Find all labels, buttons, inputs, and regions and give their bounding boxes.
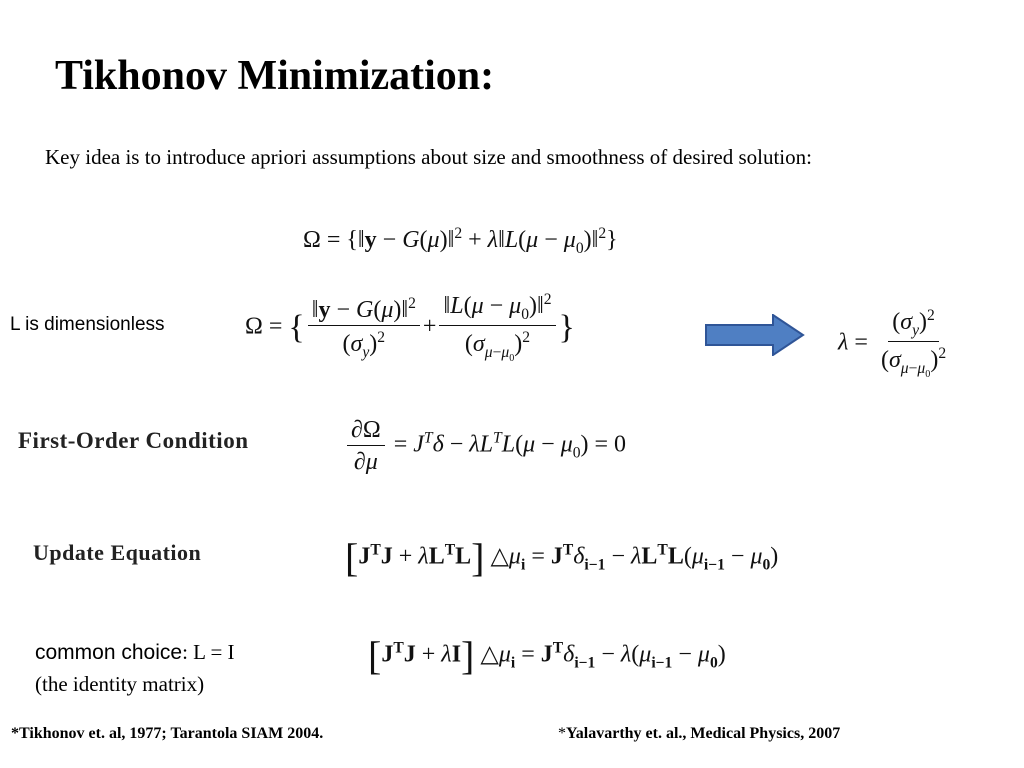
reference-right — [558, 725, 840, 743]
reference-right-star: * — [558, 725, 566, 742]
identity-note: (the identity matrix) — [35, 672, 205, 696]
common-choice-value: : L = I — [182, 640, 235, 664]
common-choice-label: common choice — [35, 641, 183, 664]
implies-arrow — [705, 314, 805, 361]
intro-text: Key idea is to introduce apriori assumptions about size and smoothness of desired solution: — [45, 145, 812, 169]
first-order-equation: $\frac{\partial\Omega}{\partial\mu}$ = $J^T\delta - \lambda L^TL(\mu - \mu_0) = 0$ — [344, 418, 626, 474]
update-label: Update Equation — [33, 540, 202, 565]
reference-left: *Tikhonov et. al, 1977; Tarantola SIAM 2004. — [11, 725, 324, 742]
arrow-shape — [706, 315, 803, 355]
objective-equation: Ω = {‖y − G(μ)‖$^2$ + λ‖L(μ − $\mu_0)‖^2$} — [303, 225, 618, 257]
common-choice-note — [35, 640, 235, 665]
first-order-label: First-Order Condition — [18, 428, 249, 453]
identity-update-equation: $[J^TJ + \lambda I]$ $\triangle\mu_i = J^T\delta_{i-1} - \lambda(\mu_{i-1} - \mu_0)$ — [368, 633, 726, 678]
lambda-equation: λ = $\frac{(\sigma_y)^2}{(\sigma_{\mu-\mu_0})^2}$ — [838, 307, 947, 381]
dimensionless-note: L is dimensionless — [10, 314, 165, 335]
update-equation: $[J^TJ + \lambda L^TL]$ $\triangle\mu_i = J^T\delta_{i-1} - \lambda L^TL(\mu_{i-1} - \mu_0)$ — [345, 535, 779, 580]
slide-title: Tikhonov Minimization: — [55, 53, 495, 99]
reference-right-text: Yalavarthy et. al., Medical Physics, 2007 — [566, 725, 841, 742]
normalized-objective-equation: Ω = { $\frac{‖y - G(\mu)‖^2}{(\sigma_y)^2}$ + $\frac{‖L(\mu - \mu_0)‖^2}{(\sigma_{\mu-\mu_0})^2}$ } — [245, 291, 575, 365]
